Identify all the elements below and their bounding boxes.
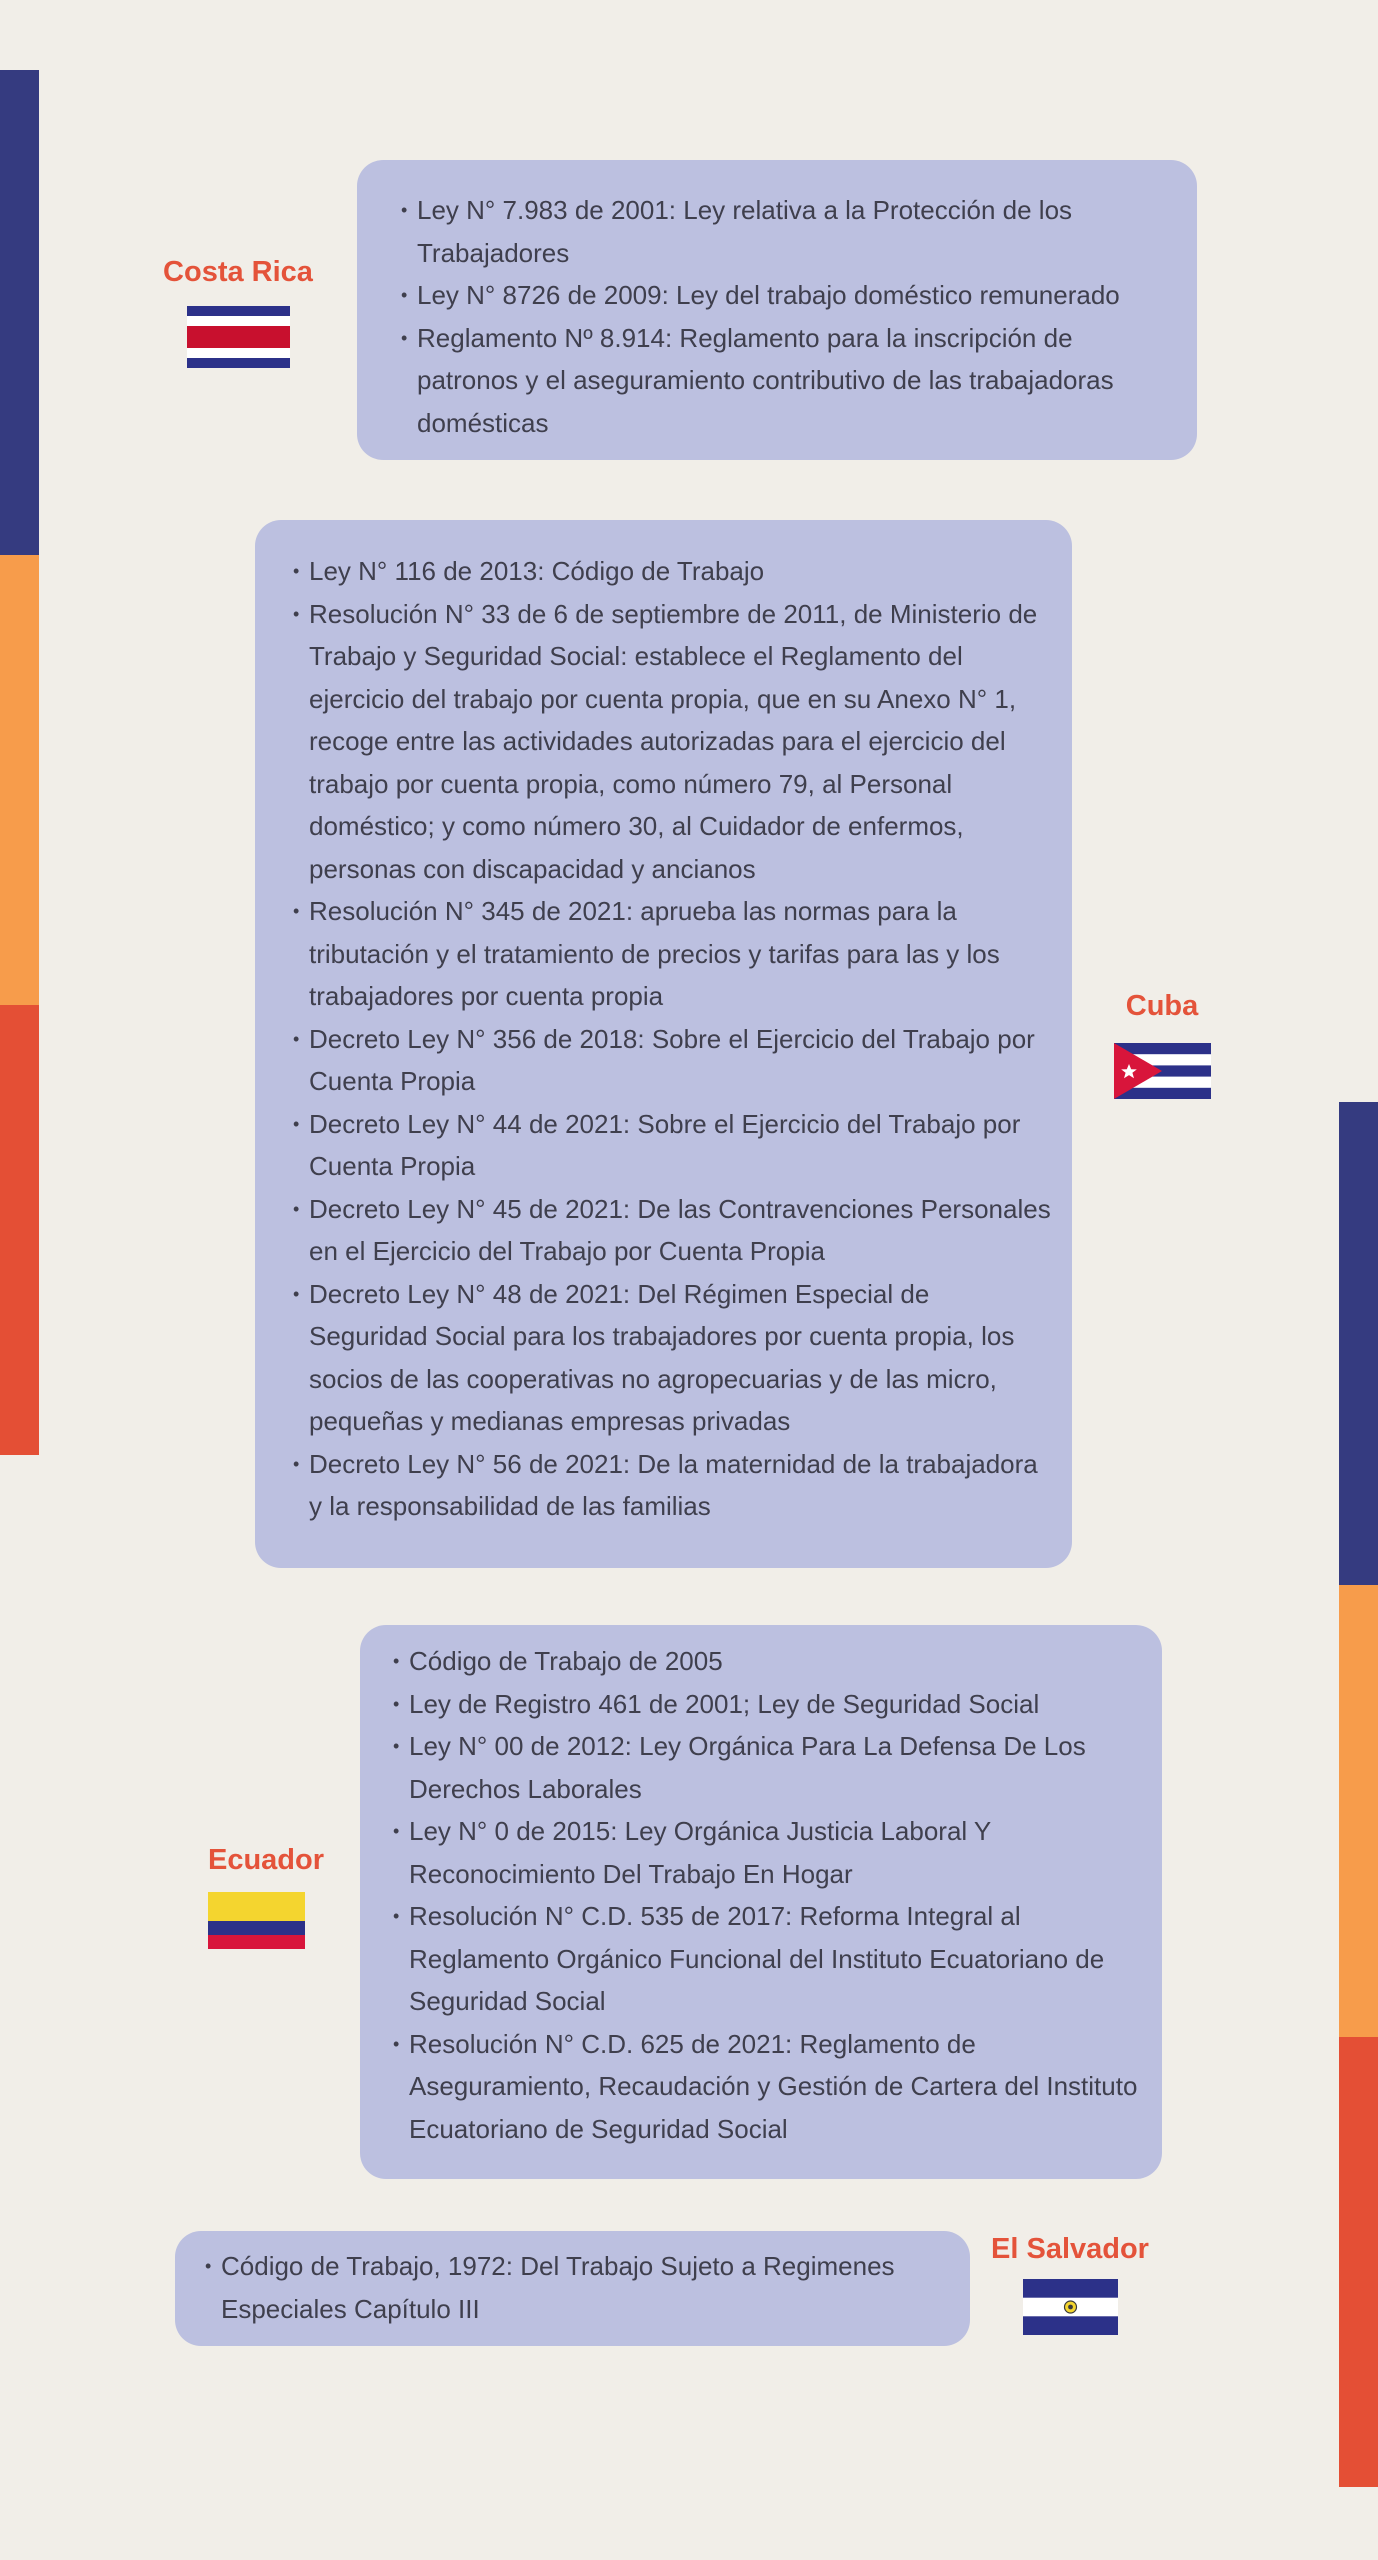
law-item: • Código de Trabajo de 2005 bbox=[393, 1640, 1142, 1683]
right-stripe-orange bbox=[1339, 1585, 1378, 2037]
left-stripe-red bbox=[0, 1005, 39, 1455]
costa-rica-flag-icon bbox=[187, 306, 290, 368]
law-item: • Ley N° 00 de 2012: Ley Orgánica Para La Defensa De Los Derechos Laborales bbox=[393, 1725, 1142, 1810]
law-item: • Decreto Ley N° 44 de 2021: Sobre el Ejercicio del Trabajo por Cuenta Propia bbox=[293, 1103, 1052, 1188]
law-list bbox=[393, 1640, 1142, 2150]
left-stripe-orange bbox=[0, 555, 39, 1005]
law-item: • Resolución N° C.D. 535 de 2017: Reforma Integral al Reglamento Orgánico Funcional del Instituto Ecuatoriano de Seguridad Social bbox=[393, 1895, 1142, 2023]
law-list bbox=[401, 189, 1177, 444]
right-stripe-red bbox=[1339, 2037, 1378, 2487]
law-item: • Decreto Ley N° 48 de 2021: Del Régimen Especial de Seguridad Social para los trabajadores por cuenta propia, los socios de las cooperativas no agropecuarias y de las micro, pequeñas y medianas empresas privadas bbox=[293, 1273, 1052, 1443]
el-salvador-laws-box bbox=[175, 2231, 970, 2346]
law-item: • Ley de Registro 461 de 2001; Ley de Seguridad Social bbox=[393, 1683, 1142, 1726]
law-item: • Ley N° 7.983 de 2001: Ley relativa a la Protección de los Trabajadores bbox=[401, 189, 1177, 274]
cuba-flag-icon bbox=[1114, 1043, 1211, 1099]
law-list bbox=[293, 550, 1052, 1528]
cuba-laws-box bbox=[255, 520, 1072, 1568]
el-salvador-flag-icon bbox=[1023, 2279, 1118, 2335]
law-item: • Ley N° 116 de 2013: Código de Trabajo bbox=[293, 550, 1052, 593]
law-item: • Resolución N° C.D. 625 de 2021: Reglamento de Aseguramiento, Recaudación y Gestión de Cartera del Instituto Ecuatoriano de Seguridad Social bbox=[393, 2023, 1142, 2151]
law-list bbox=[205, 2245, 950, 2330]
law-item: • Decreto Ley N° 56 de 2021: De la maternidad de la trabajadora y la responsabilidad de las familias bbox=[293, 1443, 1052, 1528]
ecuador-laws-box bbox=[360, 1625, 1162, 2179]
law-item: • Reglamento Nº 8.914: Reglamento para la inscripción de patronos y el aseguramiento contributivo de las trabajadoras domésticas bbox=[401, 317, 1177, 445]
law-item: • Decreto Ley N° 45 de 2021: De las Contravenciones Personales en el Ejercicio del Trabajo por Cuenta Propia bbox=[293, 1188, 1052, 1273]
country-label-ecuador: Ecuador bbox=[207, 1844, 325, 1876]
law-item: • Código de Trabajo, 1972: Del Trabajo Sujeto a Regimenes Especiales Capítulo III bbox=[205, 2245, 950, 2330]
right-stripe-navy bbox=[1339, 1102, 1378, 1585]
left-stripe-navy bbox=[0, 70, 39, 555]
law-item: • Ley N° 0 de 2015: Ley Orgánica Justicia Laboral Y Reconocimiento Del Trabajo En Hogar bbox=[393, 1810, 1142, 1895]
law-item: • Resolución N° 33 de 6 de septiembre de 2011, de Ministerio de Trabajo y Seguridad Social: establece el Reglamento del ejercicio del trabajo por cuenta propia, que en su Anexo N° 1, recoge entre las actividades autorizadas para el ejercicio del trabajo por cuenta propia, como número 79, al Personal doméstico; y como número 30, al Cuidador de enfermos, personas con discapacidad y ancianos bbox=[293, 593, 1052, 891]
country-label-el-salvador: El Salvador bbox=[991, 2233, 1149, 2265]
costa-rica-laws-box bbox=[357, 160, 1197, 460]
law-item: • Ley N° 8726 de 2009: Ley del trabajo doméstico remunerado bbox=[401, 274, 1177, 317]
ecuador-flag-icon bbox=[208, 1892, 305, 1949]
country-label-costa-rica: Costa Rica bbox=[163, 256, 313, 288]
law-item: • Resolución N° 345 de 2021: aprueba las normas para la tributación y el tratamiento de precios y tarifas para las y los trabajadores por cuenta propia bbox=[293, 890, 1052, 1018]
law-item: • Decreto Ley N° 356 de 2018: Sobre el Ejercicio del Trabajo por Cuenta Propia bbox=[293, 1018, 1052, 1103]
country-label-cuba: Cuba bbox=[1125, 990, 1199, 1022]
